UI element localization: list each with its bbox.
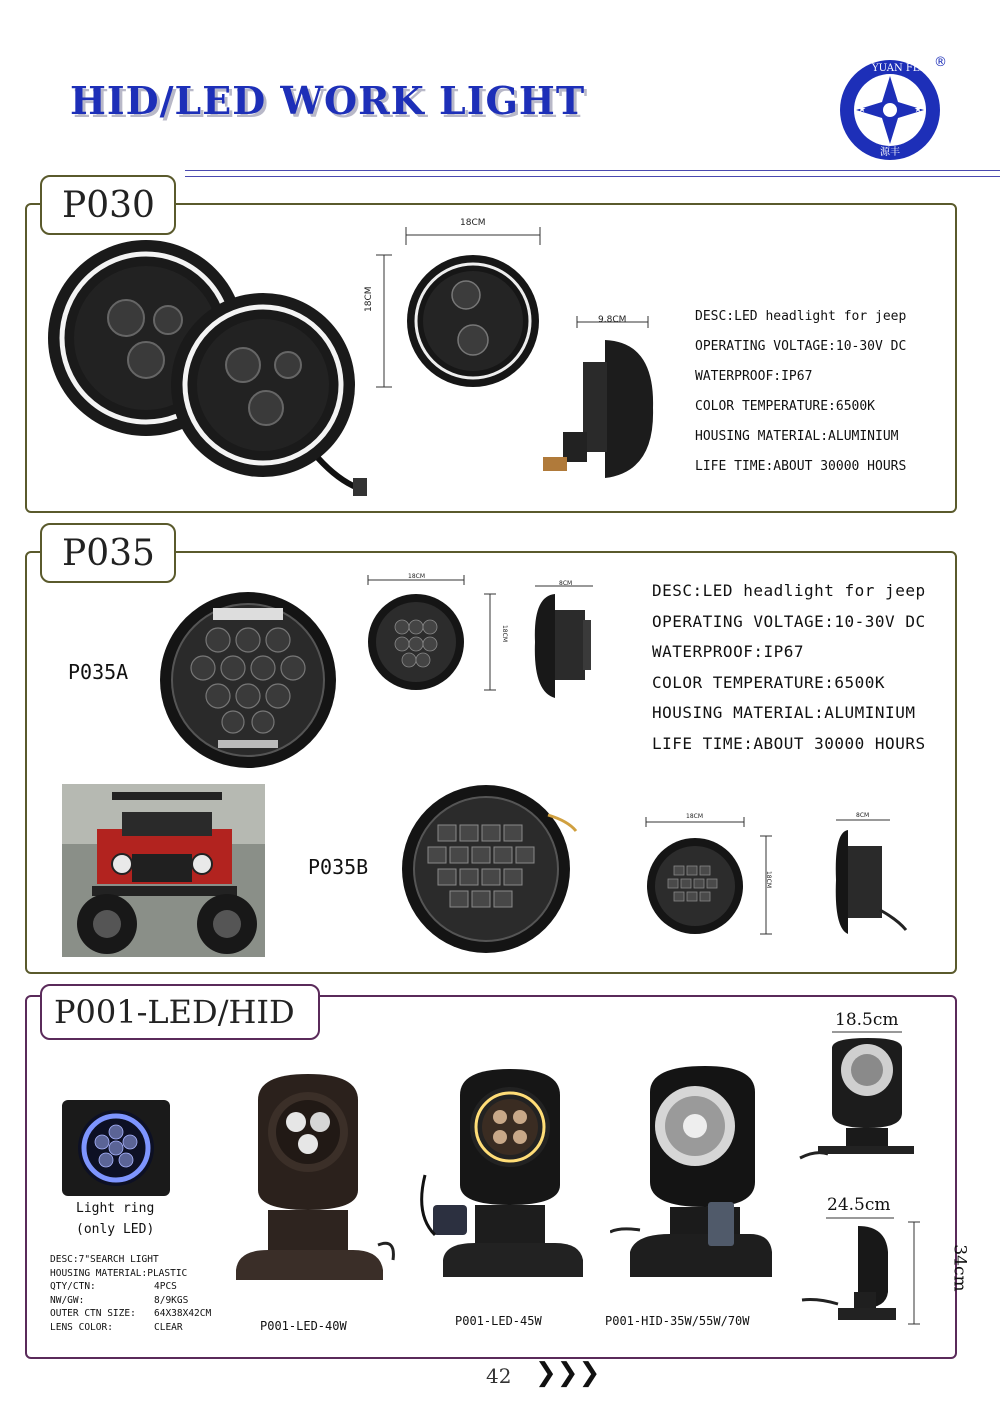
p035a-front-dimension-drawing — [362, 572, 502, 697]
search-light-side-dimension-drawing — [798, 1212, 928, 1332]
p030-front-dimension-drawing — [362, 215, 552, 395]
p035b-headlight-photo — [398, 785, 578, 955]
header-divider — [185, 170, 1000, 177]
p035b-width-dim: 18CM — [686, 813, 704, 820]
p030-spec-list — [695, 302, 906, 482]
spec-color-temp: COLOR TEMPERATURE:6500K — [652, 672, 886, 692]
registered-mark: ® — [934, 55, 947, 70]
spec-waterproof: WATERPROOF:IP67 — [652, 642, 804, 661]
p035b-depth-dim: 8CM — [856, 812, 870, 819]
svg-text:★: ★ — [914, 105, 923, 115]
p035b-height-dim: 18CM — [765, 870, 773, 889]
p001-spec-list — [50, 1253, 211, 1335]
search-light-led-40w-photo — [228, 1070, 398, 1295]
tab-p030: P030 — [40, 175, 176, 235]
p030-side-dimension-drawing — [535, 312, 665, 492]
p035b-side-dimension-drawing — [828, 810, 913, 940]
page-number: 42 — [486, 1364, 512, 1388]
dim-height: 34cm — [949, 1244, 970, 1292]
dim-width-side: 24.5cm — [827, 1195, 891, 1215]
spec-row: DESC:7"SEARCH LIGHT — [50, 1254, 159, 1265]
spec-desc: DESC:LED headlight for jeep — [695, 309, 907, 324]
p030-height-dim: 18CM — [364, 286, 374, 312]
light-ring-caption-line1: Light ring — [76, 1201, 155, 1216]
search-light-hid-photo — [610, 1062, 780, 1292]
spec-housing: HOUSING MATERIAL:ALUMINIUM — [695, 429, 899, 444]
spec-row: LENS COLOR: CLEAR — [50, 1321, 183, 1333]
p035a-headlight-photo — [158, 590, 338, 770]
logo-text: YUAN FENG — [872, 63, 937, 74]
spec-voltage: OPERATING VOLTAGE:10-30V DC — [695, 339, 907, 354]
page-title: HID/LED WORK LIGHT — [70, 78, 586, 123]
p030-headlight-pair-photo — [38, 240, 398, 502]
p030-depth-dim: 9.8CM — [598, 315, 627, 325]
jeep-vehicle-photo — [62, 784, 265, 957]
spec-row: HOUSING MATERIAL:PLASTIC — [50, 1267, 188, 1279]
spec-voltage: OPERATING VOLTAGE:10-30V DC — [652, 611, 926, 631]
logo-chinese: 源丰 — [880, 147, 900, 158]
p035a-width-dim: 18CM — [408, 573, 426, 580]
spec-row: QTY/CTN: 4PCS — [50, 1281, 177, 1293]
spec-housing: HOUSING MATERIAL:ALUMINIUM — [652, 703, 916, 722]
p035-spec-list — [652, 576, 926, 759]
search-light-led-45w-photo — [415, 1065, 590, 1290]
svg-text:★: ★ — [858, 105, 867, 115]
dim-width-front: 18.5cm — [835, 1010, 899, 1030]
product-label-hid: P001-HID-35W/55W/70W — [605, 1314, 750, 1328]
light-ring-caption-line2: (only LED) — [76, 1222, 155, 1237]
product-label-led-40w: P001-LED-40W — [260, 1319, 347, 1333]
yuan-feng-logo — [838, 52, 950, 164]
tab-p001: P001-LED/HID — [40, 984, 320, 1040]
spec-waterproof: WATERPROOF:IP67 — [695, 369, 813, 384]
spec-desc: DESC:LED headlight for jeep — [652, 581, 926, 600]
p035a-depth-dim: 8CM — [559, 580, 573, 587]
p030-width-dim: 18CM — [460, 218, 486, 228]
p035a-height-dim: 18CM — [501, 624, 509, 643]
model-label-p035a: P035A — [68, 660, 129, 684]
light-ring-closeup-photo — [62, 1100, 170, 1196]
tab-p035: P035 — [40, 523, 176, 583]
p035a-side-dimension-drawing — [525, 580, 600, 705]
spec-row: OUTER CTN SIZE: 64X38X42CM — [50, 1308, 212, 1320]
spec-row: NW/GW: 8/9KGS — [50, 1294, 189, 1306]
model-label-p035b: P035B — [308, 855, 369, 879]
product-label-led-45w: P001-LED-45W — [455, 1314, 542, 1328]
p035b-front-dimension-drawing — [640, 812, 775, 942]
spec-life-time: LIFE TIME:ABOUT 30000 HOURS — [695, 459, 907, 474]
next-page-arrows-icon: ❯❯❯ — [535, 1358, 601, 1388]
spec-life-time: LIFE TIME:ABOUT 30000 HOURS — [652, 733, 926, 753]
spec-color-temp: COLOR TEMPERATURE:6500K — [695, 399, 876, 414]
search-light-front-dimension-drawing — [798, 1028, 918, 1168]
